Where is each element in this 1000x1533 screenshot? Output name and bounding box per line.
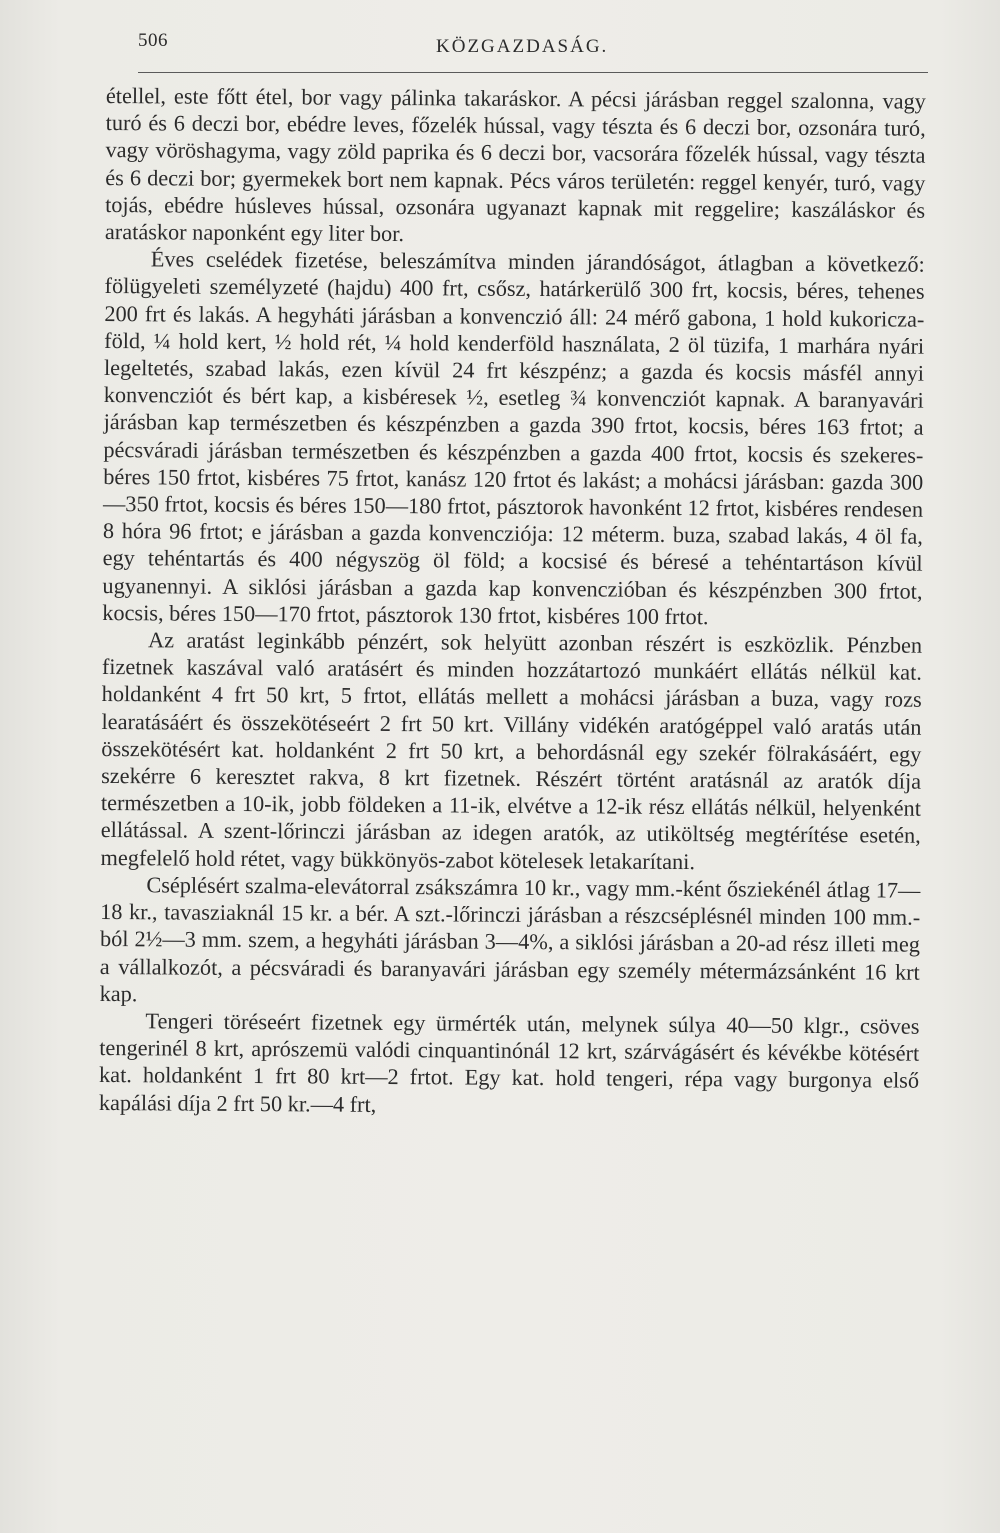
running-title: KÖZGAZDASÁG. [436,36,609,57]
paragraph-harvest-pay: Az aratást leginkább pénzért, sok helyütt azonban részért is eszközlik. Pénzben fizetnek kaszával való aratásért és minden hozzátartozó munkáért ellátás nélkül kat. holdanként 4 frt 50 krt, 5 frtot, ellátás mellett a mohácsi járásban a buza, vagy rozs learatásáért és összekötéseért 2 frt 50 krt. Villány vidékén aratógéppel való aratás után összekötésért kat. holdanként 2 frt 50 krt, a behordásnál egy szekér fölrakásáért, egy szekérre 6 keresztet rakva, 8 krt fizetnek. Részért történt aratásnál az aratók díja természetben a 10-ik, jobb földeken a 11-ik, elvétve a 12-ik rész ellátás nélkül, helyenként ellátással. A szent-lőrinczi járásban az idegen aratók, az utiköltség megtérítése esetén, megfelelő hold rétet, vagy bükkönyös-zabot kötelesek letakarítani. [100,627,923,874]
paragraph-meals-continued: étellel, este főtt étel, bor vagy pálinka takaráskor. A pécsi járásban reggel szalonna, vagy turó és 6 deczi bor, ebédre leves, főzelék hússal, vagy tészta és 6 deczi bor, ozsonára turó, vagy vöröshagyma, vagy zöld paprika és 6 deczi bor, vacsorára főzelék hússal, vagy tészta és 6 deczi bor; gyermekek bort nem kapnak. Pécs város területén: reggel kenyér, turó, vagy tojás, ebédre húsleves hússal, ozsonára ugyanazt kapnak mit reggelire; kaszáláskor és aratáskor naponként egy liter bor. [104,82,926,247]
page-number: 506 [138,30,168,51]
body-text [99,82,926,1121]
page-header [138,28,928,73]
paragraph-maize-pay: Tengeri töréseért fizetnek egy ürmérték után, melynek súlya 40—50 klgr., csöves tengerinél 8 krt, aprószemü valódi cinquantinónál 12 krt, szárvágásért és kévékbe kötésért kat. holdanként 1 frt 80 krt—2 frtot. Egy kat. hold tengeri, répa vagy burgonya első kapálási díja 2 frt 50 kr.—4 frt, [98,1008,920,1117]
paragraph-threshing-pay: Cséplésért szalma-elevátorral zsákszámra 10 kr., vagy mm.-ként ősziekénél átlag 17—18 kr., tavasziaknál 15 kr. a bér. A szt.-lőrinczi járásban a részcséplésnél minden 100 mm.-ból 2½—3 mm. szem, a hegyháti járásban 3—4%, a siklósi járásban a 20-ad rész illeti meg a vállalkozót, a pécsváradi és baranyavári járásban egy személy métermázsánként 16 krt kap. [99,872,921,1006]
paragraph-servant-wages: Éves cselédek fizetése, beleszámítva minden járandóságot, átlagban a következő: fölügyeleti személyzeté (hajdu) 400 frt, csősz, határkerülő 300 frt, kocsis, béres, tehenes 200 frt és lakás. A hegyháti járásban a konvenczió áll: 24 mérő gabona, 1 hold kukoricza-föld, ¼ hold kert, ½ hold rét, ¼ hold kenderföld használata, 2 öl tüzifa, 1 marhára nyári legeltetés, szabad lakás, ezen kívül 24 frt készpénz; a gazda és kocsis másfél annyi konvencziót és bért kap, a kisbéresek ½, esetleg ¾ konvencziót kapnak. A baranyavári járásban kap természetben és készpénzben a gazda 390 frtot, kocsis, béres 163 frtot; a pécsváradi járásban természetben és készpénzben a gazda 400 frtot, kocsis és szekeres-béres 150 frtot, kisbéres 75 frtot, kanász 120 frtot és lakást; a mohácsi járásban: gazda 300—350 frtot, kocsis és béres 150—180 frtot, pásztorok havonként 12 frtot, kisbéres rendesen 8 hóra 96 frtot; e járásban a gazda konvencziója: 12 méterm. buza, szabad lakás, 4 öl fa, egy tehéntartás és 400 négyszög öl föld; a kocsisé és béresé a tehéntartáson kívül ugyanennyi. A siklósi járásban a gazda kap konvenczióban és készpénzben 300 frtot, kocsis, béres 150—170 frtot, pásztorok 130 frtot, kisbéres 100 frtot. [102,246,925,630]
